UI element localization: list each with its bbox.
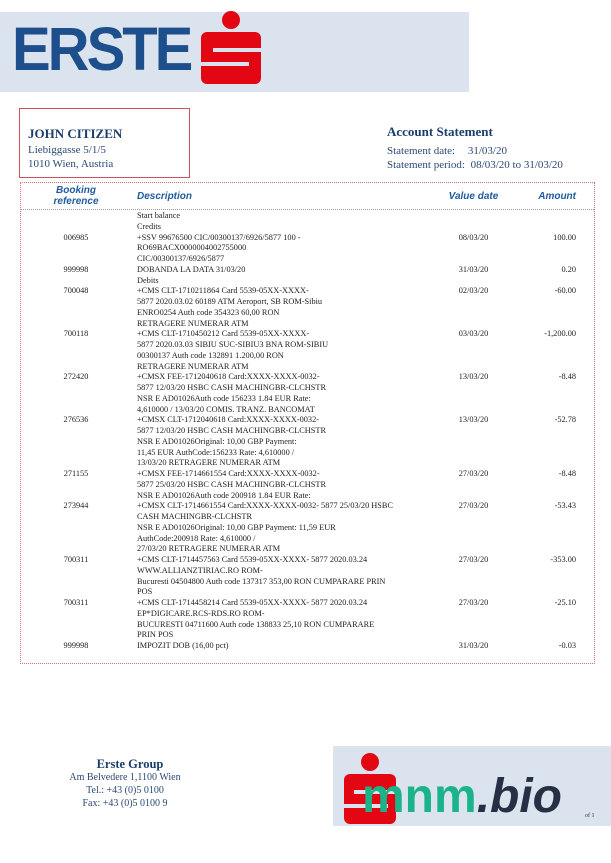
- amount: -8.48: [558, 372, 576, 382]
- value-date: 27/03/20: [458, 598, 489, 607]
- booking-reference: 700048: [63, 286, 89, 296]
- description-line: 13/03/20 RETRAGERE NUMERAR ATM: [137, 458, 281, 468]
- description-line: CASH MACHINGBR-CLCHSTR: [137, 512, 253, 521]
- table-row: [21, 641, 594, 652]
- table-row: [21, 598, 594, 641]
- amount: -60.00: [554, 286, 576, 296]
- table-row: [21, 469, 594, 501]
- description-line: Debits: [137, 275, 159, 285]
- header-description: Description: [137, 191, 193, 202]
- customer-address-line1: Liebiggasse 5/1/5: [28, 144, 106, 156]
- amount: -1,200.00: [544, 329, 576, 339]
- description-line: +CMS CLT-1714458214 Card 5539-05XX-XXXX- 5877 2020.03.24: [137, 598, 368, 607]
- booking-reference: 700311: [63, 598, 89, 607]
- header-amount: Amount: [538, 191, 576, 202]
- header-booking-line1: Booking: [56, 185, 96, 196]
- statement-date-value: 31/03/20: [467, 145, 507, 157]
- booking-reference: 700118: [63, 329, 89, 339]
- description-line: 5877 25/03/20 HSBC CASH MACHINGBR-CLCHSTR: [137, 479, 327, 489]
- table-row: [21, 265, 594, 276]
- description-line: BUCURESTI 04711600 Auth code 138833 25,10 RON CUMPARARE: [137, 619, 375, 629]
- booking-reference: 006985: [63, 232, 89, 242]
- value-date: 27/03/20: [458, 501, 489, 511]
- statement-date: [387, 145, 507, 157]
- amount: -52.78: [554, 415, 576, 425]
- header-value-date: Value date: [448, 191, 499, 202]
- description: [137, 469, 437, 501]
- table-row: [21, 233, 594, 265]
- description-line: 27/03/20 RETRAGERE NUMERAR ATM: [137, 544, 281, 554]
- description-line: ENRO0254 Auth code 354323 60,00 RON: [137, 307, 280, 317]
- table-row: [21, 555, 594, 598]
- header-booking-reference: [51, 185, 101, 207]
- table-row: [21, 222, 594, 233]
- description-line: +SSV 99676500 CIC/00300137/6926/5877 100 -: [137, 232, 301, 242]
- description: [137, 501, 437, 555]
- transactions-table: [20, 182, 595, 664]
- booking-reference: 999998: [63, 264, 89, 274]
- description-line: +CMSX CLT-1714661554 Card:XXXX-XXXX-0032- 5877 25/03/20 HSBC: [137, 501, 393, 511]
- watermark-part2: .bio: [476, 770, 562, 823]
- description-line: PRIN POS: [137, 630, 174, 640]
- description-line: 5877 12/03/20 HSBC CASH MACHINGBR-CLCHSTR: [137, 383, 327, 392]
- statement-period-label: Statement period:: [387, 159, 465, 171]
- description-line: +CMS CLT-1714457563 Card 5539-05XX-XXXX- 5877 2020.03.24: [137, 555, 368, 564]
- table-row: [21, 372, 594, 415]
- description-line: Bucuresti 04504800 Auth code 137317 353,00 RON CUMPARARE PRIN: [137, 576, 386, 586]
- description-line: CIC/00300137/6926/5877: [137, 254, 225, 263]
- erste-s-logo-icon: [199, 10, 263, 86]
- amount: 100.00: [553, 232, 576, 242]
- footer-address: Am Belvedere 1,1100 Wien: [69, 772, 181, 783]
- description-line: NSR E AD01026Auth code 200918 1.84 EUR Rate:: [137, 490, 311, 500]
- description-line: WWW.ALLIANZTIRIAC.RO ROM-: [137, 565, 263, 575]
- description-line: Start balance: [137, 211, 181, 220]
- amount: -8.48: [558, 469, 576, 478]
- description: [137, 555, 437, 598]
- amount: 0.20: [561, 264, 576, 274]
- value-date: 13/03/20: [458, 415, 489, 425]
- value-date: 13/03/20: [458, 372, 489, 382]
- description-line: NSR E AD01026Auth code 156233 1.84 EUR Rate:: [137, 393, 311, 403]
- amount: -53.43: [554, 501, 576, 511]
- description: [137, 641, 437, 652]
- table-row: [21, 329, 594, 372]
- page-number: of 1: [585, 813, 595, 819]
- booking-reference: 273944: [63, 501, 89, 511]
- description-line: +CMS CLT-1710450212 Card 5539-05XX-XXXX-: [137, 329, 310, 339]
- value-date: 03/03/20: [458, 329, 489, 339]
- amount: -0.03: [558, 641, 576, 650]
- description: [137, 276, 437, 287]
- description: [137, 329, 437, 372]
- table-row: [21, 286, 594, 329]
- description: [137, 415, 437, 469]
- description-line: DOBANDA LA DATA 31/03/20: [137, 264, 246, 274]
- description-line: POS: [137, 587, 153, 597]
- amount: -353.00: [550, 555, 576, 564]
- description-line: AuthCode:200918 Rate: 4,610000 /: [137, 533, 256, 543]
- description-line: RETRAGERE NUMERAR ATM: [137, 318, 249, 328]
- description-line: EP*DIGICARE.RCS-RDS.RO ROM-: [137, 608, 265, 618]
- watermark-part1: mnm: [362, 770, 477, 823]
- value-date: 27/03/20: [458, 469, 489, 478]
- header-booking-line2: reference: [53, 196, 99, 207]
- description: [137, 598, 437, 641]
- booking-reference: 700311: [63, 555, 89, 564]
- booking-reference: 276536: [63, 415, 89, 425]
- header-divider: [21, 209, 594, 210]
- description: [137, 372, 437, 415]
- statement-title: Account Statement: [387, 124, 493, 139]
- value-date: 08/03/20: [458, 232, 489, 242]
- description: [137, 222, 437, 233]
- table-body: [21, 211, 594, 652]
- footer-tel: Tel.: +43 (0)5 0100: [86, 785, 164, 796]
- description-line: IMPOZIT DOB (16,00 pct): [137, 641, 229, 650]
- statement-period-value: 08/03/20 to 31/03/20: [470, 159, 563, 171]
- customer-address-line2: 1010 Wien, Austria: [28, 158, 114, 170]
- customer-name: JOHN CITIZEN: [28, 126, 123, 141]
- erste-logo-text: ERSTE: [12, 15, 191, 84]
- booking-reference: 271155: [63, 469, 89, 478]
- description: [137, 233, 437, 265]
- description-line: NSR E AD01026Original: 10,00 GBP Payment:: [137, 436, 297, 446]
- description-line: NSR E AD01026Original: 10,00 GBP Payment: 11,59 EUR: [137, 522, 336, 532]
- description-line: 4,610000 / 13/03/20 COMIS. TRANZ. BANCOMAT: [137, 404, 315, 414]
- description-line: +CMSX FEE-1712040618 Card:XXXX-XXXX-0032-: [137, 372, 320, 382]
- booking-reference: 999998: [63, 641, 89, 650]
- value-date: 02/03/20: [458, 286, 489, 296]
- statement-period: [387, 159, 563, 171]
- description-line: RETRAGERE NUMERAR ATM: [137, 361, 249, 371]
- description: [137, 211, 437, 222]
- table-row: [21, 211, 594, 222]
- footer-company: Erste Group: [96, 757, 164, 771]
- description-line: 00300137 Auth code 132891 1.200,00 RON: [137, 350, 284, 360]
- statement-date-label: Statement date:: [387, 145, 456, 157]
- table-row: [21, 415, 594, 469]
- description-line: 5877 2020.03.02 60189 ATM Aeroport, SB ROM-Sibiu: [137, 297, 323, 306]
- table-row: [21, 276, 594, 287]
- description-line: Credits: [137, 221, 161, 231]
- description-line: RO69BACX0000004002755000: [137, 243, 247, 253]
- description-line: +CMSX CLT-1712040618 Card:XXXX-XXXX-0032-: [137, 415, 319, 425]
- watermark-text: [362, 772, 562, 822]
- description: [137, 286, 437, 329]
- description: [137, 265, 437, 276]
- value-date: 27/03/20: [458, 555, 489, 564]
- booking-reference: 272420: [63, 372, 89, 382]
- description-line: +CMS CLT-1710211864 Card 5539-05XX-XXXX-: [137, 286, 309, 296]
- footer-fax: Fax: +43 (0)5 0100 9: [82, 798, 168, 809]
- amount: -25.10: [554, 598, 576, 607]
- description-line: 5877 12/03/20 HSBC CASH MACHINGBR-CLCHSTR: [137, 426, 327, 435]
- value-date: 31/03/20: [458, 641, 489, 650]
- description-line: +CMSX FEE-1714661554 Card:XXXX-XXXX-0032-: [137, 469, 320, 478]
- value-date: 31/03/20: [458, 264, 489, 274]
- description-line: 5877 2020.03.03 SIBIU SUC-SIBIU3 BNA ROM-SIBIU: [137, 340, 329, 349]
- table-row: [21, 501, 594, 555]
- description-line: 11,45 EUR AuthCode:156233 Rate: 4,610000 /: [137, 447, 295, 457]
